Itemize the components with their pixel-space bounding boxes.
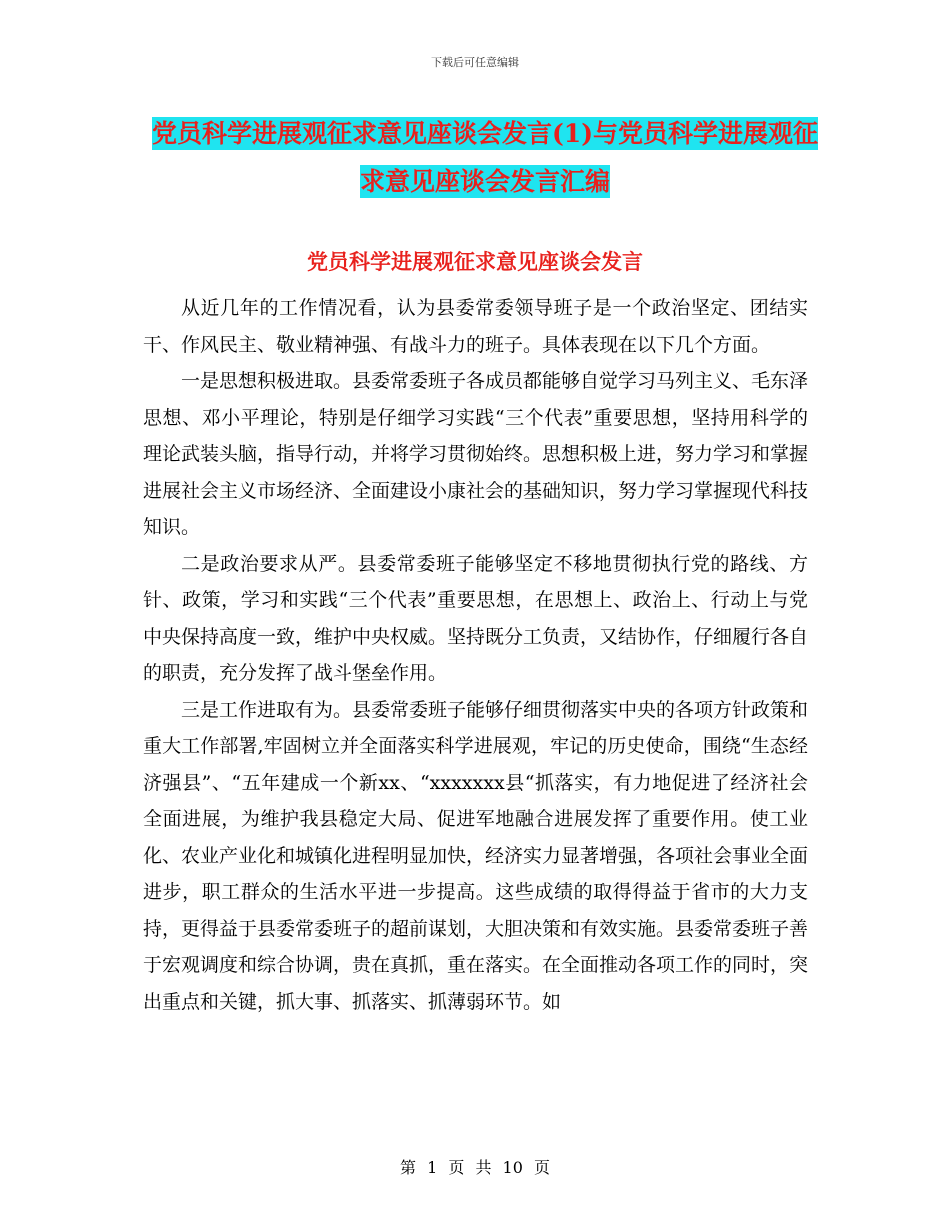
section-title: 党员科学进展观征求意见座谈会发言 [307,249,643,274]
paragraph: 一是思想积极进取。县委常委班子各成员都能够自觉学习马列主义、毛东泽思想、邓小平理论，特别是仔细学习实践“三个代表”重要思想，坚持用科学的理论武装头脑，指导行动，并将学习贯彻始终。思想积极上进，努力学习和掌握进展社会主义市场经济、全面建设小康社会的基础知识，努力学习掌握现代科技知识。 [143,370,809,538]
paragraph: 从近几年的工作情况看，认为县委常委领导班子是一个政治坚定、团结实干、作风民主、敬业精神强、有战斗力的班子。具体表现在以下几个方面。 [143,297,808,356]
paragraph: 三是工作进取有为。县委常委班子能够仔细贯彻落实中央的各项方针政策和重大工作部署,牢固树立并全面落实科学进展观，牢记的历史使命，围绕“生态经济强县”、“五年建成一个新xx、“xxxxxxx县“抓落实，有力地促进了经济社会全面进展，为维护我县稳定大局、促进军地融合进展发挥了重要作用。使工业化、农业产业化和城镇化进程明显加快，经济实力显著增强，各项社会事业全面进步，职工群众的生活水平进一步提高。这些成绩的取得得益于省市的大力支持，更得益于县委常委班子的超前谋划，大胆决策和有效实施。县委常委班子善于宏观调度和综合协调，贵在真抓，重在落实。在全面推动各项工作的同时，突出重点和关键，抓大事、抓落实、抓薄弱环节。如 [143,698,809,1013]
document-title [145,110,825,206]
header-note: 下载后可任意编辑 [431,56,519,69]
paragraph: 二是政治要求从严。县委常委班子能够坚定不移地贯彻执行党的路线、方针、政策，学习和实践“三个代表”重要思想，在思想上、政治上、行动上与党中央保持高度一致，维护中央权威。坚持既分工负责，又结协作，仔细履行各自的职责，充分发挥了战斗堡垒作用。 [143,552,809,684]
document-title-text: 党员科学进展观征求意见座谈会发言(1)与党员科学进展观征求意见座谈会发言汇编 [151,119,819,196]
document-body [143,290,808,1020]
page-footer: 第 1 页 共 10 页 [400,1158,550,1177]
